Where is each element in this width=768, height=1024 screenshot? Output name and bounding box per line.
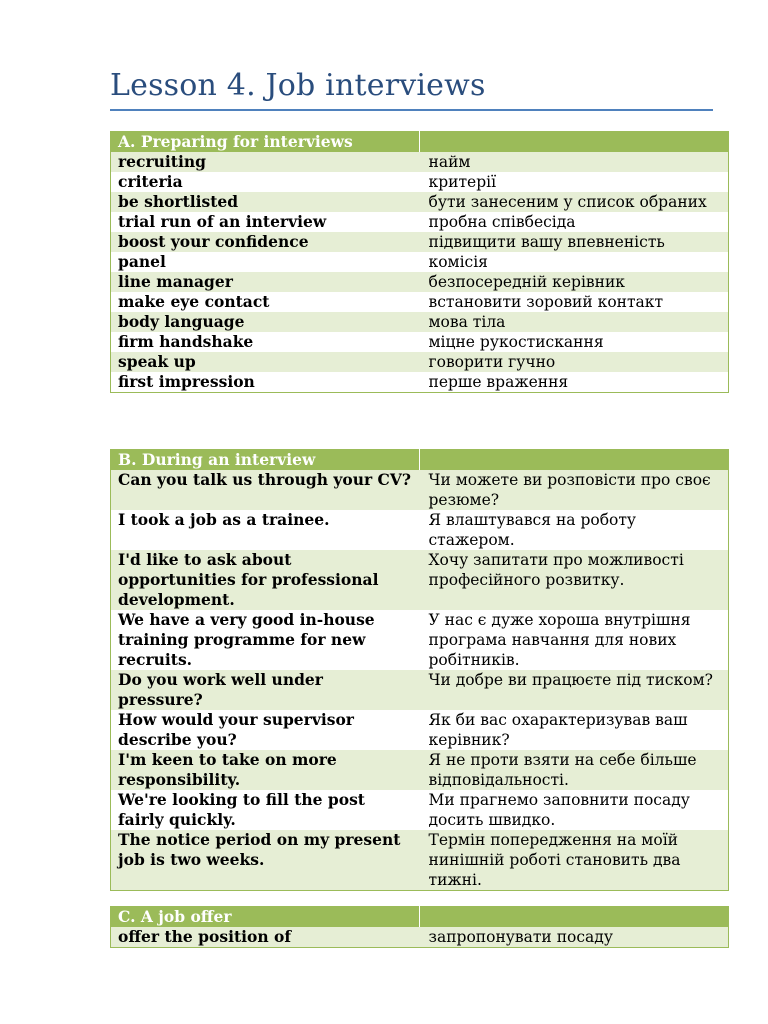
table-row (111, 710, 729, 750)
english-term: panel (111, 252, 420, 272)
section-heading-empty (420, 132, 729, 153)
english-term: How would your supervisor describe you? (111, 710, 420, 750)
table-row (111, 670, 729, 710)
ukrainian-translation: говорити гучно (420, 352, 729, 372)
ukrainian-translation: Ми прагнемо заповнити посаду досить швидко. (420, 790, 729, 830)
table-row (111, 192, 729, 212)
english-term: offer the position of (111, 927, 420, 948)
english-term: recruiting (111, 152, 420, 172)
section-heading-empty (420, 450, 729, 471)
table-row (111, 312, 729, 332)
english-term: I took a job as a trainee. (111, 510, 420, 550)
page-title: Lesson 4. Job interviews (110, 68, 486, 103)
ukrainian-translation: критерії (420, 172, 729, 192)
english-term: speak up (111, 352, 420, 372)
table-row (111, 750, 729, 790)
ukrainian-translation: У нас є дуже хороша внутрішня програма навчання для нових робітників. (420, 610, 729, 670)
english-term: Do you work well under pressure? (111, 670, 420, 710)
english-term: first impression (111, 372, 420, 393)
ukrainian-translation: Термін попередження на моїй нинішній роботі становить два тижні. (420, 830, 729, 891)
section-heading-empty (420, 907, 729, 928)
table-row (111, 252, 729, 272)
table-row (111, 292, 729, 312)
table-row (111, 232, 729, 252)
english-term: I'd like to ask about opportunities for professional development. (111, 550, 420, 610)
english-term: trial run of an interview (111, 212, 420, 232)
vocab-table-preparing (110, 131, 729, 393)
table-row (111, 172, 729, 192)
ukrainian-translation: Як би вас охарактеризував ваш керівник? (420, 710, 729, 750)
ukrainian-translation: перше враження (420, 372, 729, 393)
ukrainian-translation: Я влаштувався на роботу стажером. (420, 510, 729, 550)
ukrainian-translation: мова тіла (420, 312, 729, 332)
ukrainian-translation: підвищити вашу впевненість (420, 232, 729, 252)
title-underline (110, 109, 713, 111)
vocab-table-job-offer (110, 906, 729, 948)
english-term: be shortlisted (111, 192, 420, 212)
table-row (111, 830, 729, 891)
table-row (111, 152, 729, 172)
table-row (111, 372, 729, 393)
table-row (111, 332, 729, 352)
table-row (111, 550, 729, 610)
vocab-table-during-interview (110, 449, 729, 891)
table-row (111, 272, 729, 292)
english-term: I'm keen to take on more responsibility. (111, 750, 420, 790)
english-term: criteria (111, 172, 420, 192)
table-row (111, 610, 729, 670)
ukrainian-translation: встановити зоровий контакт (420, 292, 729, 312)
ukrainian-translation: безпосередній керівник (420, 272, 729, 292)
table-row (111, 352, 729, 372)
table-row (111, 470, 729, 510)
english-term: firm handshake (111, 332, 420, 352)
english-term: We have a very good in-house training programme for new recruits. (111, 610, 420, 670)
ukrainian-translation: Чи добре ви працюєте під тиском? (420, 670, 729, 710)
ukrainian-translation: пробна співбесіда (420, 212, 729, 232)
ukrainian-translation: бути занесеним у список обраних (420, 192, 729, 212)
section-heading: B. During an interview (111, 450, 420, 471)
english-term: The notice period on my present job is two weeks. (111, 830, 420, 891)
section-heading: C. A job offer (111, 907, 420, 928)
table-row (111, 212, 729, 232)
ukrainian-translation: запропонувати посаду (420, 927, 729, 948)
ukrainian-translation: Чи можете ви розповісти про своє резюме? (420, 470, 729, 510)
ukrainian-translation: найм (420, 152, 729, 172)
table-row (111, 510, 729, 550)
english-term: make eye contact (111, 292, 420, 312)
english-term: boost your confidence (111, 232, 420, 252)
english-term: We're looking to fill the post fairly quickly. (111, 790, 420, 830)
ukrainian-translation: міцне рукостискання (420, 332, 729, 352)
ukrainian-translation: Хочу запитати про можливості професійного розвитку. (420, 550, 729, 610)
table-row (111, 927, 729, 948)
ukrainian-translation: комісія (420, 252, 729, 272)
table-row (111, 790, 729, 830)
ukrainian-translation: Я не проти взяти на себе більше відповідальності. (420, 750, 729, 790)
table-header-row (111, 450, 729, 471)
english-term: body language (111, 312, 420, 332)
table-header-row (111, 132, 729, 153)
english-term: Can you talk us through your CV? (111, 470, 420, 510)
table-header-row (111, 907, 729, 928)
english-term: line manager (111, 272, 420, 292)
section-heading: A. Preparing for interviews (111, 132, 420, 153)
